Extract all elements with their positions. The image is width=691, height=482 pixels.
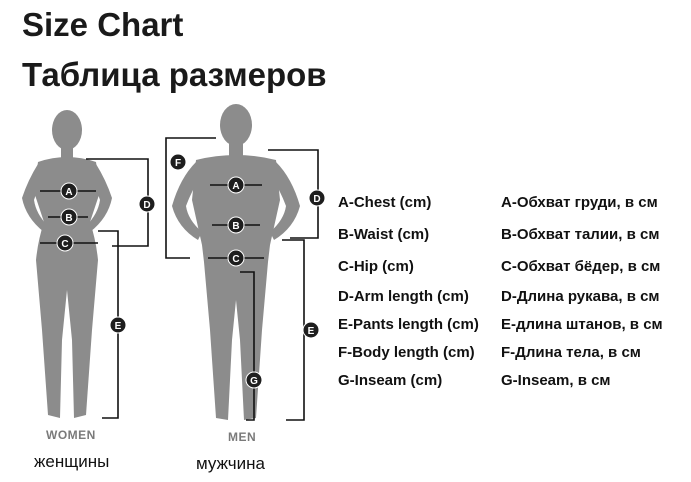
label-body-length-ru: F-Длина тела, в см — [501, 344, 641, 361]
svg-text:G: G — [250, 376, 258, 387]
svg-text:C: C — [61, 239, 69, 250]
svg-text:B: B — [65, 213, 73, 224]
marker-c-woman — [57, 235, 73, 251]
svg-text:C: C — [232, 254, 240, 265]
title-russian: Таблица размеров — [22, 56, 327, 93]
svg-text:A: A — [232, 181, 240, 192]
label-waist-en: B-Waist (cm) — [338, 226, 430, 243]
marker-g-man — [246, 372, 262, 388]
men-caption-en: MEN — [228, 430, 257, 444]
marker-c-man — [228, 250, 244, 266]
label-inseam-ru: G-Inseam, в см — [501, 372, 611, 389]
label-arm-length-en: D-Arm length (cm) — [338, 288, 469, 305]
men-caption-ru: мужчина — [196, 454, 265, 473]
marker-b-woman — [61, 209, 77, 225]
label-chest-en: A-Chest (cm) — [338, 194, 432, 211]
svg-text:A: A — [65, 187, 73, 198]
women-caption-ru: женщины — [34, 452, 110, 471]
svg-text:B: B — [232, 221, 240, 232]
woman-silhouette — [22, 110, 112, 418]
marker-e-woman — [110, 317, 126, 333]
svg-text:D: D — [313, 194, 321, 205]
label-chest-ru: A-Обхват груди, в см — [501, 194, 658, 211]
label-pants-length-ru: E-длина штанов, в см — [501, 316, 663, 333]
marker-d-man — [309, 190, 325, 206]
label-pants-length-en: E-Pants length (cm) — [338, 316, 479, 333]
title-english: Size Chart — [22, 6, 184, 43]
svg-text:D: D — [143, 200, 151, 211]
svg-text:E: E — [114, 321, 122, 332]
label-hip-ru: C-Обхват бёдер, в см — [501, 258, 661, 275]
label-arm-length-ru: D-Длина рукава, в см — [501, 288, 660, 305]
label-hip-en: C-Hip (cm) — [338, 258, 414, 275]
marker-f-man — [170, 154, 186, 170]
svg-text:E: E — [307, 326, 315, 337]
marker-e-man — [303, 322, 319, 338]
marker-d-woman — [139, 196, 155, 212]
svg-text:F: F — [174, 158, 182, 169]
marker-a-man — [228, 177, 244, 193]
women-caption-en: WOMEN — [46, 428, 96, 442]
marker-a-woman — [61, 183, 77, 199]
label-body-length-en: F-Body length (cm) — [338, 344, 475, 361]
marker-b-man — [228, 217, 244, 233]
label-waist-ru: B-Обхват талии, в см — [501, 226, 660, 243]
label-inseam-en: G-Inseam (cm) — [338, 372, 443, 389]
